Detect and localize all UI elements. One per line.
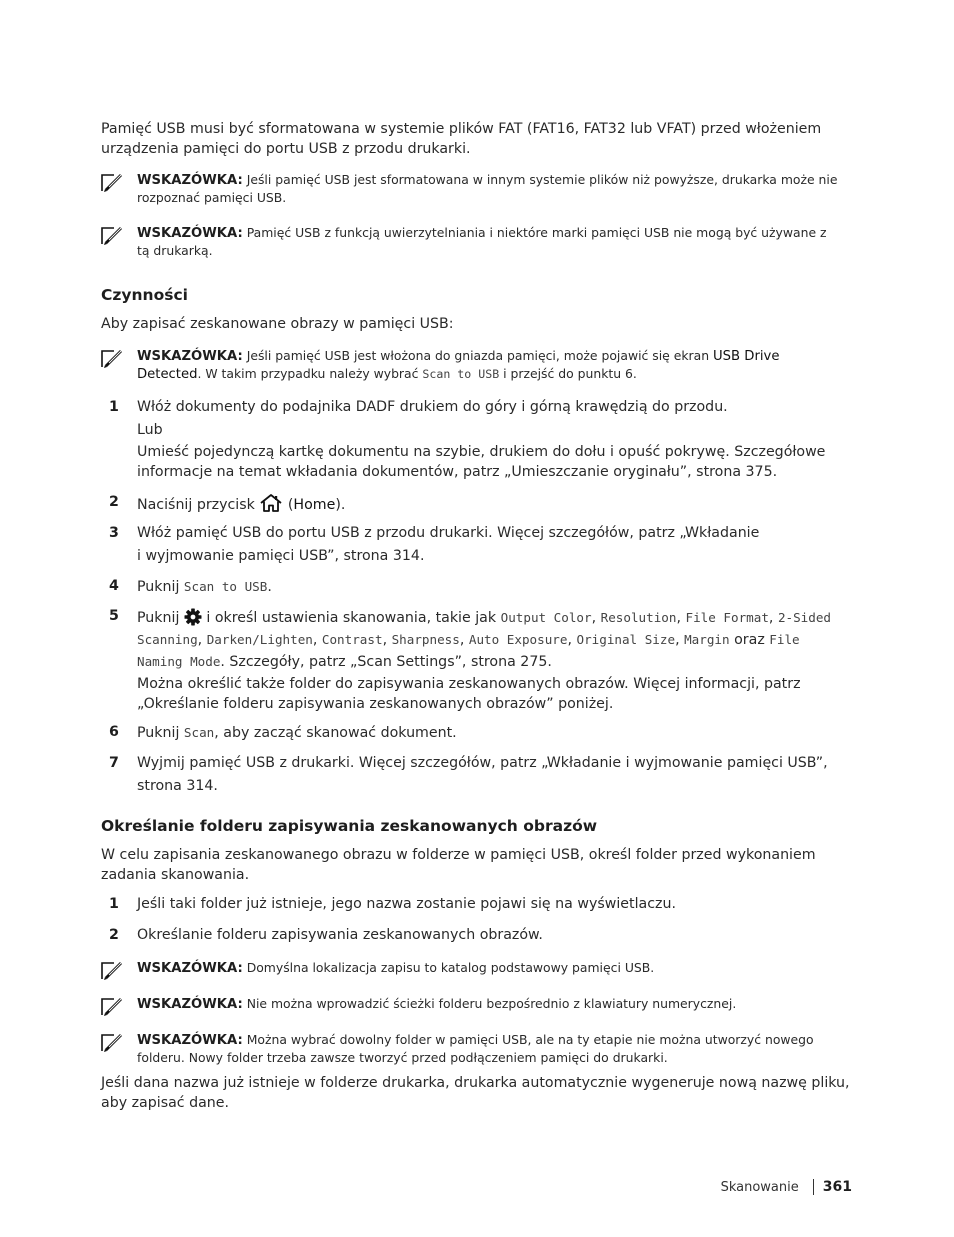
step-number: 5: [109, 608, 119, 624]
step-number: 1: [109, 896, 119, 912]
screen-name: USB Drive Detected: [137, 349, 780, 382]
step-text: Puknij: [137, 579, 180, 595]
note-label: WSKAZÓWKA:: [137, 173, 243, 188]
step-text: Jeśli taki folder już istnieje, jego nazwa zostanie pojawi się na wyświetlaczu.: [137, 896, 676, 912]
page-footer: [721, 1179, 852, 1195]
footer-divider: [813, 1179, 814, 1195]
step-text: Naciśnij przycisk: [137, 497, 255, 513]
section-heading-folder: Określanie folderu zapisywania zeskanowanych obrazów: [101, 817, 598, 835]
option-sharpness: Sharpness: [391, 632, 460, 647]
option-output-color: Output Color: [500, 610, 592, 625]
intro-paragraph: Pamięć USB musi być sformatowana w systemie plików FAT (FAT16, FAT32 lub VFAT) przed włożeniem urządzenia pamięci do portu USB z przodu drukarki.: [101, 121, 822, 157]
footer-section-name: Skanowanie: [720, 1179, 799, 1195]
option-resolution: Resolution: [600, 610, 677, 625]
note-pencil-icon: [101, 960, 123, 980]
step-text: Puknij: [137, 610, 180, 626]
step-text: Puknij: [137, 725, 180, 741]
section-heading-czynnosci: Czynności: [101, 286, 188, 304]
code-scan: Scan: [183, 725, 215, 740]
step-text-end: . Szczegóły, patrz „Scan Settings”, strona 275.: [220, 654, 552, 670]
step-text-and: oraz: [734, 632, 765, 648]
option-2-sided-scanning: 2-Sided Scanning: [137, 610, 832, 647]
page-number: 361: [822, 1179, 852, 1195]
home-icon: [259, 493, 283, 513]
note-text: Nie można wprowadzić ścieżki folderu bezpośrednio z klawiatury numerycznej.: [246, 996, 737, 1011]
note-text: Pamięć USB z funkcją uwierzytelniania i niektóre marki pamięci USB nie mogą być używane z tą drukarką.: [137, 225, 827, 258]
note-text-mid: . W takim przypadku należy wybrać: [197, 366, 419, 381]
step-number: 1: [109, 399, 119, 415]
step-text-end: , aby zacząć skanować dokument.: [214, 725, 457, 741]
note-label: WSKAZÓWKA:: [137, 997, 243, 1012]
note-pencil-icon: [101, 348, 123, 368]
step-text: Określanie folderu zapisywania zeskanowanych obrazów.: [137, 927, 543, 943]
note-text-end: i przejść do punktu 6.: [503, 366, 637, 381]
step-number: 7: [109, 755, 119, 771]
note-pencil-icon: [101, 996, 123, 1016]
note-label: WSKAZÓWKA:: [137, 226, 243, 241]
step-number: 2: [109, 927, 119, 943]
note-text: Jeśli pamięć USB jest sformatowana w innym systemie plików niż powyższe, drukarka może nie rozpoznać pamięci USB.: [137, 172, 838, 205]
note-label: WSKAZÓWKA:: [137, 349, 243, 364]
option-contrast: Contrast: [321, 632, 383, 647]
note-label: WSKAZÓWKA:: [137, 1033, 243, 1048]
step-number: 4: [109, 578, 119, 594]
step-text-cont: strona 314.: [137, 777, 218, 794]
step-text-cont: i wyjmowanie pamięci USB”, strona 314.: [137, 547, 425, 564]
closing-paragraph: Jeśli dana nazwa już istnieje w folderze drukarka, drukarka automatycznie wygeneruje nową nazwę pliku, aby zapisać dane.: [101, 1075, 850, 1111]
option-auto-exposure: Auto Exposure: [468, 632, 568, 647]
section-lead: Aby zapisać zeskanowane obrazy w pamięci USB:: [101, 316, 454, 332]
step-text-end: .: [267, 579, 272, 595]
note-pencil-icon: [101, 172, 123, 192]
option-file-naming-mode: File Naming Mode: [137, 632, 800, 669]
note-text: Domyślna lokalizacja zapisu to katalog podstawowy pamięci USB.: [246, 960, 655, 975]
settings-gear-icon: [184, 608, 202, 626]
option-darken-lighten: Darken/Lighten: [206, 632, 313, 647]
code-scan-to-usb: Scan to USB: [183, 579, 268, 594]
note-pencil-icon: [101, 1032, 123, 1052]
step-text: Włóż pamięć USB do portu USB z przodu drukarki. Więcej szczegółów, patrz „Wkładanie: [137, 525, 760, 541]
step-text-extra: Można określić także folder do zapisywania zeskanowanych obrazów. Więcej informacji, patrz „Określanie folderu zapisywania zeskanowanych obrazów” poniżej.: [137, 676, 801, 712]
step-number: 2: [109, 494, 119, 510]
step-text: Włóż dokumenty do podajnika DADF drukiem do góry i górną krawędzią do przodu.: [137, 399, 728, 415]
option-original-size: Original Size: [576, 632, 676, 647]
step-number: 3: [109, 525, 119, 541]
step-or: Lub: [137, 421, 163, 438]
step-text-mid: i określ ustawienia skanowania, takie jak: [206, 610, 497, 626]
option-file-format: File Format: [685, 610, 769, 625]
home-button-label: Home: [293, 497, 336, 513]
note-pencil-icon: [101, 225, 123, 245]
note-label: WSKAZÓWKA:: [137, 961, 243, 976]
step-text-alt: Umieść pojedynczą kartkę dokumentu na szybie, drukiem do dołu i opuść pokrywę. Szczegółowe informacje na temat wkładania dokumentów, patrz „Umieszczanie oryginału”, strona 375.: [137, 444, 826, 480]
document-page: Pamięć USB musi być sformatowana w systemie plików FAT (FAT16, FAT32 lub VFAT) przed włożeniem urządzenia pamięci do portu USB z przodu drukarki. WSKAZÓWKA: Jeśli pamięć USB jest sformatowana w innym systemie plików niż powyższe, drukarka może nie rozpoznać pamięci USB. WSKAZÓWKA: Pamięć USB z funkcją uwierzytelniania i niektóre marki pamięci USB nie mogą być używane z tą drukarką. Czynności Aby zapisać zeskanowane obrazy w pamięci USB: WSKAZÓWKA: Jeśli pamięć USB jest włożona do gniazda pamięci, może pojawić się ekran USB Drive Detected. W takim przypadku należy wybrać Scan to USB i przejść do punktu 6. 1 Włóż dokumenty do podajnika DADF drukiem do góry i górną krawędzią do przodu. Lub Umieść pojedynczą kartkę dokumentu na szybie, drukiem do dołu i opuść pokrywę. Szczegółowe informacje na temat wkładania dokumentów, patrz „Umieszczanie oryginału”, strona 375. 2 Naciśnij przycisk (Home). 3 Włóż pamięć USB do portu USB z przodu drukarki. Więcej szczegółów, patrz „Wkładanie i wyjmowanie pamięci USB”, strona 314. 4 Puknij Scan to USB. 5 Puknij i określ ustawienia skanowania, takie jak Output Color, Resolution, File Format, 2-Sided Scanning, Darken/Lighten, Contrast, Sharpness, Auto Exposure, Original Size, Margin oraz File Naming Mode. Szczegóły, patrz „Scan Settings”, strona 275. Można określić także folder do zapisywania zeskanowanych obrazów. Więcej informacji, patrz „Określanie folderu zapisywania zeskanowanych obrazów” poniżej. 6 Puknij Scan, aby zacząć skanować dokument. 7 Wyjmij pamięć USB z drukarki. Więcej szczegółów, patrz „Wkładanie i wyjmowanie pamięci USB”, strona 314. Określanie folderu zapisywania zeskanowanych obrazów W celu zapisania zeskanowanego obrazu w folderze w pamięci USB, określ folder przed wykonaniem zadania skanowania. 1 Jeśli taki folder już istnieje, jego nazwa zostanie pojawi się na wyświetlaczu. 2 Określanie folderu zapisywania zeskanowanych obrazów. WSKAZÓWKA: Domyślna lokalizacja zapisu to katalog podstawowy pamięci USB. WSKAZÓWKA: Nie można wprowadzić ścieżki folderu bezpośrednio z klawiatury numerycznej. WSKAZÓWKA: Można wybrać dowolny folder w pamięci USB, ale na ty etapie nie można utworzyć nowego folderu. Nowy folder trzeba zawsze tworzyć przed podłączeniem pamięci do drukarki. Jeśli dana nazwa już istnieje w folderze drukarka, drukarka automatycznie wygeneruje nową nazwę pliku, aby zapisać dane. Skanowanie 361: [101, 121, 852, 1195]
step-text: Wyjmij pamięć USB z drukarki. Więcej szczegółów, patrz „Wkładanie i wyjmowanie pamięci USB”,: [137, 755, 828, 771]
code-scan-to-usb: Scan to USB: [422, 367, 500, 381]
note-text: Jeśli pamięć USB jest włożona do gniazda pamięci, może pojawić się ekran: [246, 348, 710, 363]
section-lead: W celu zapisania zeskanowanego obrazu w folderze w pamięci USB, określ folder przed wykonaniem zadania skanowania.: [101, 847, 816, 883]
step-number: 6: [109, 724, 119, 740]
note-text: Można wybrać dowolny folder w pamięci USB, ale na ty etapie nie można utworzyć nowego folderu. Nowy folder trzeba zawsze tworzyć przed podłączeniem pamięci do drukarki.: [137, 1032, 814, 1065]
option-margin: Margin: [684, 632, 730, 647]
